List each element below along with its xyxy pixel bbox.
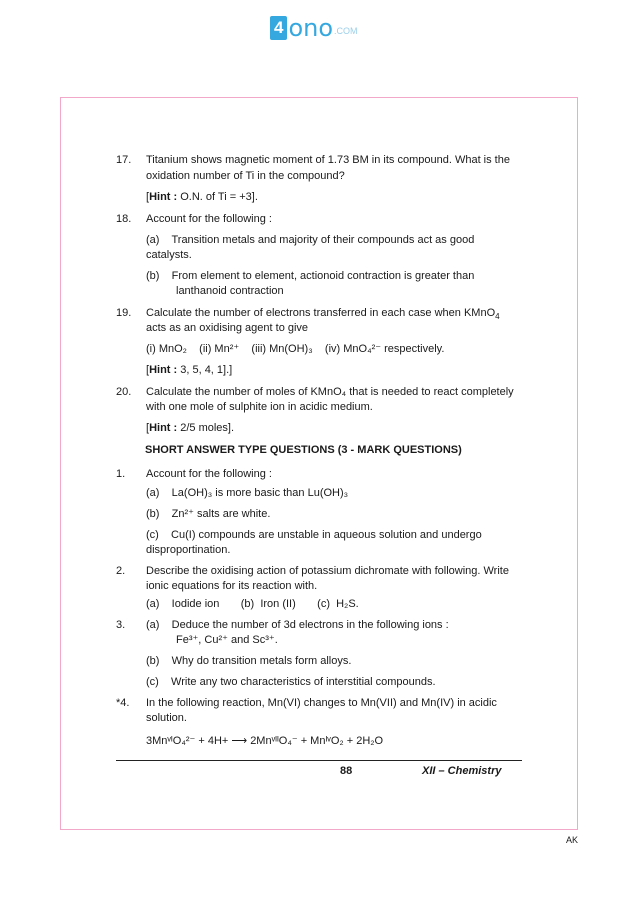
q18-part-b: (b) From element to element, actionoid contraction is greater than <box>146 270 475 282</box>
q19-number: 19. <box>116 307 132 319</box>
q17-number: 17. <box>116 154 132 166</box>
q20-hint: [Hint : 2/5 moles]. <box>146 422 235 434</box>
s1-part-c-cont: disproportination. <box>146 544 231 556</box>
q18-part-b-cont: lanthanoid contraction <box>176 285 284 297</box>
s1-part-a: (a) La(OH)₃ is more basic than Lu(OH)₃ <box>146 487 349 499</box>
q20-line1: Calculate the number of moles of KMnO₄ that is needed to react completely <box>146 386 514 398</box>
logo-domain: .COM <box>334 26 358 36</box>
footer-rule <box>116 760 522 761</box>
q17-line1: Titanium shows magnetic moment of 1.73 BM in its compound. What is the <box>146 154 510 166</box>
s1-part-b: (b) Zn²⁺ salts are white. <box>146 508 271 520</box>
s3-part-a-cont: Fe³⁺, Cu²⁺ and Sc³⁺. <box>176 634 278 646</box>
s2-line2: ionic equations for its reaction with. <box>146 580 318 592</box>
logo-mark: 4 <box>270 16 287 40</box>
page-frame <box>60 97 578 830</box>
q17-line2: oxidation number of Ti in the compound? <box>146 170 345 182</box>
section-heading: SHORT ANSWER TYPE QUESTIONS (3 - MARK QUESTIONS) <box>145 444 462 456</box>
s2-number: 2. <box>116 565 126 577</box>
q17-hint: [Hint : O.N. of Ti = +3]. <box>146 191 258 203</box>
s4-equation: 3MnᵛᴵO₄²⁻ + 4H+ ⟶ 2MnᵛᴵᴵO₄⁻ + MnᴵᵛO₂ + 2H₂O <box>146 735 384 747</box>
q19-line2: acts as an oxidising agent to give <box>146 322 309 334</box>
q18-part-a: (a) Transition metals and majority of their compounds act as good <box>146 234 475 246</box>
q18-number: 18. <box>116 213 132 225</box>
q20-line2: with one mole of sulphite ion in acidic medium. <box>146 401 373 413</box>
q18-line1: Account for the following : <box>146 213 272 225</box>
q19-options: (i) MnO₂ (ii) Mn²⁺ (iii) Mn(OH)₃ (iv) MnO₄²⁻ respectively. <box>146 343 445 355</box>
s3-part-c: (c) Write any two characteristics of interstitial compounds. <box>146 676 436 688</box>
s1-part-c: (c) Cu(I) compounds are unstable in aqueous solution and undergo <box>146 529 482 541</box>
s1-number: 1. <box>116 468 126 480</box>
q20-number: 20. <box>116 386 132 398</box>
q19-line1: Calculate the number of electrons transferred in each case when KMnO$_4$ <box>146 307 500 322</box>
corner-label: AK <box>566 835 579 845</box>
s4-line1: In the following reaction, Mn(VI) changes to Mn(VII) and Mn(IV) in acidic <box>146 697 497 709</box>
s3-part-a: (a) Deduce the number of 3d electrons in the following ions : <box>146 619 449 631</box>
logo-text: ono <box>288 14 334 42</box>
s4-number: *4. <box>116 697 130 709</box>
page-number: 88 <box>340 765 353 777</box>
site-logo[interactable] <box>270 14 358 40</box>
s4-line2: solution. <box>146 712 187 724</box>
footer-subject: XII – Chemistry <box>422 765 502 777</box>
s3-part-b: (b) Why do transition metals form alloys. <box>146 655 352 667</box>
s1-line1: Account for the following : <box>146 468 272 480</box>
s2-options: (a) Iodide ion (b) Iron (II) (c) H₂S. <box>146 598 359 610</box>
q18-part-a-cont: catalysts. <box>146 249 192 261</box>
s2-line1: Describe the oxidising action of potassium dichromate with following. Write <box>146 565 509 577</box>
s3-number: 3. <box>116 619 126 631</box>
q19-hint: [Hint : 3, 5, 4, 1].] <box>146 364 233 376</box>
hint-label: Hint : <box>149 191 178 203</box>
